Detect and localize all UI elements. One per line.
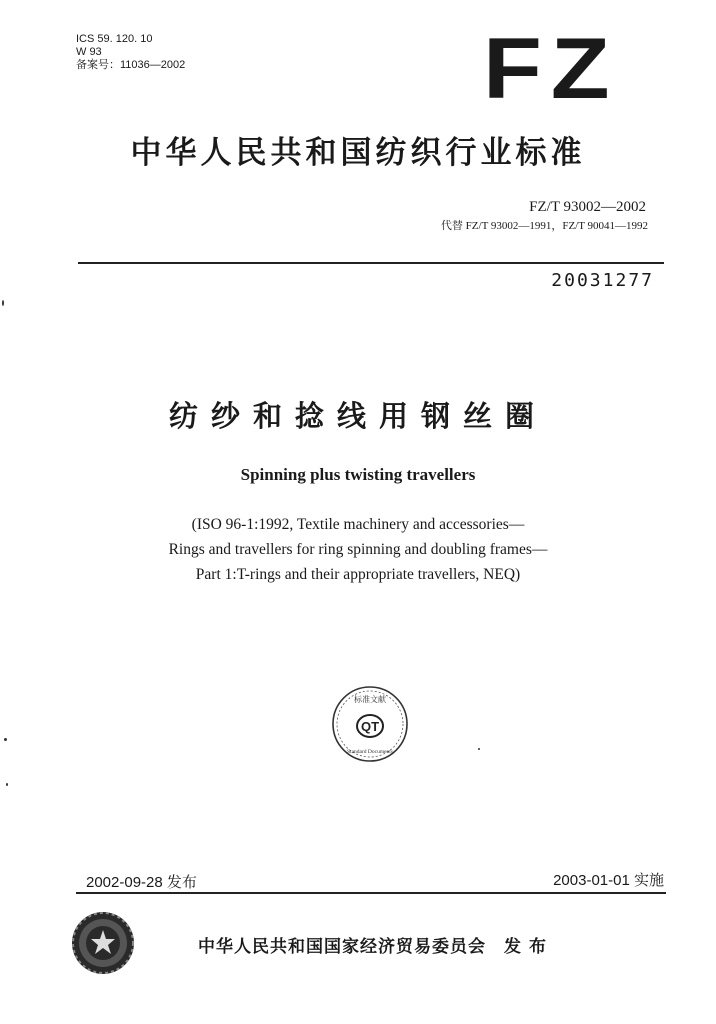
fz-logo: FZ xyxy=(483,21,619,117)
national-emblem-icon xyxy=(70,910,136,976)
classification-block xyxy=(76,33,185,72)
standard-category-title: 中华人民共和国纺织行业标准 xyxy=(130,135,586,171)
ics-code: ICS 59. 120. 10 xyxy=(76,33,153,45)
scan-mark xyxy=(4,738,7,741)
ccs-code: W 93 xyxy=(76,46,102,58)
standard-number: FZ/T 93002—2002 xyxy=(529,199,646,215)
replaces-standards: 代替 FZ/T 93002—1991，FZ/T 90041—1992 xyxy=(440,220,648,232)
serial-number: 20031277 xyxy=(551,270,654,291)
effective-date: 2003-01-01 实施 xyxy=(553,872,664,889)
filing-number: 备案号：11036—2002 xyxy=(76,59,186,71)
scan-mark xyxy=(2,300,4,306)
publisher xyxy=(198,932,554,957)
scan-mark xyxy=(6,783,8,786)
iso-line: Rings and travellers for ring spinning and doubling frames— xyxy=(168,541,548,558)
iso-line: Part 1:T-rings and their appropriate travellers, NEQ) xyxy=(195,566,521,583)
standard-documents-stamp-icon xyxy=(330,684,410,764)
top-divider xyxy=(78,262,664,264)
iso-line: (ISO 96-1:1992, Textile machinery and accessories— xyxy=(191,516,525,533)
document-title-en: Spinning plus twisting travellers xyxy=(240,465,476,484)
stamp-ring-text: 标准文献 xyxy=(354,695,386,704)
issue-date: 2002-09-28 发布 xyxy=(86,874,197,891)
scan-mark xyxy=(478,748,480,750)
bottom-divider xyxy=(76,892,666,894)
iso-reference xyxy=(0,512,716,587)
publish-action: 发布 xyxy=(504,937,554,957)
stamp-ring-text-lower: Standard Documents xyxy=(347,749,393,755)
stamp-center-text: QT xyxy=(360,719,380,734)
document-title-cn: 纺纱和捻线用钢丝圈 xyxy=(168,399,547,433)
publisher-name: 中华人民共和国国家经济贸易委员会 xyxy=(198,937,486,957)
